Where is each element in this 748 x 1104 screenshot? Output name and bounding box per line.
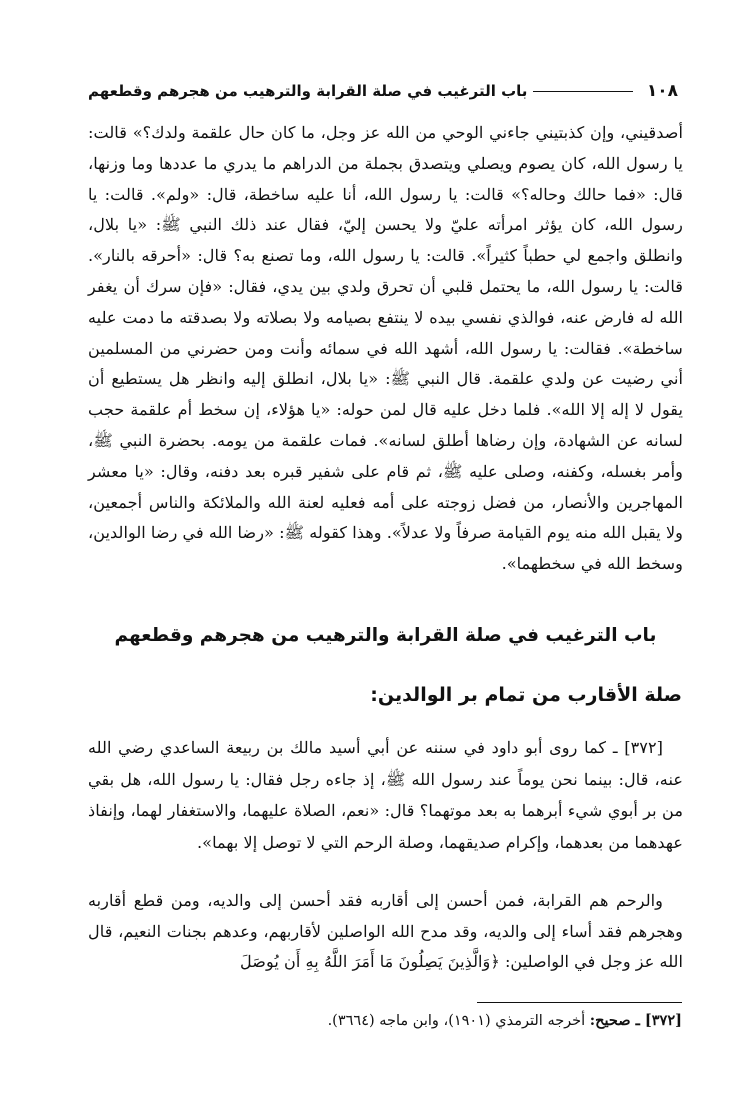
chapter-title: باب الترغيب في صلة القرابة والترهيب من هجرهم وقطعهم	[114, 625, 657, 646]
footnote-rule	[477, 1002, 682, 1003]
page-number: ١٠٨	[646, 81, 678, 101]
page-header	[88, 78, 678, 104]
hadith-continuation-paragraph: أصدقيني، وإن كذبتيني جاءني الوحي من الله عز وجل، ما كان حال علقمة ولدك؟» قالت: يا رسول الله، كان يصوم ويصلي ويتصدق بجملة من الدراهم ما يدري ما عددها وما وزنها، قال: «فما حالك وحاله؟» قالت: يا رسول الله، أنا عليه ساخطة، قال: «ولم». قالت: يا رسول الله، كان يؤثر امرأته عليّ ولا يحسن إليّ، فقال عند ذلك النبي ﷺ: «يا بلال، وانطلق واجمع لي حطباً كثيراً». قالت: يا رسول الله، وما تصنع به؟ قال: «أحرقه بالنار». قالت: يا رسول الله، ما يحتمل قلبي أن تحرق ولدي بين يدي، فقال: «فإن سرك أن يغفر الله له فارض عنه، فوالذي نفسي بيده لا ينتفع بصيامه ولا بصلاته ولا بصدقته ما دمت عليه ساخطة». فقالت: يا رسول الله، أشهد الله في سمائه وأنت ومن حضرني من المسلمين أني رضيت عن ولدي علقمة. قال النبي ﷺ: «يا بلال، انطلق إليه وانظر هل يستطيع أن يقول لا إله إلا الله». فلما دخل عليه قال لمن حوله: «يا هؤلاء، إن سخط أم علقمة حجب لسانه عن الشهادة، وإن رضاها أطلق لسانه». فمات علقمة من يومه. بحضرة النبي ﷺ، وأمر بغسله، وكفنه، وصلى عليه ﷺ، ثم قام على شفير قبره بعد دفنه، وقال: «يا معشر المهاجرين والأنصار، من فضل زوجته على أمه فعليه لعنة الله والملائكة والناس أجمعين، ولا يقبل الله منه يوم القيامة صرفاً ولا عدلاً». وهذا كقوله ﷺ: «رضا الله في رضا الوالدين، وسخط الله في سخطهما».	[87, 123, 683, 574]
commentary-paragraph: والرحم هم القرابة، فمن أحسن إلى أقاربه فقد أحسن إلى والديه، ومن قطع أقاربه وهجرهم فقد أساء إلى والديه، وقد مدح الله الواصلين لأقاربهم، وعدهم بجنات النعيم، قال الله عز وجل في الواصلين: ﴿وَالَّذِينَ يَصِلُونَ مَا أَمَرَ اللَّهُ بِهِ أَن يُوصَلَ	[88, 891, 683, 971]
footnote	[328, 1012, 682, 1029]
footnote-text: أخرجه الترمذي (١٩٠١)، وابن ماجه (٣٦٦٤).	[327, 1013, 586, 1029]
footnote-label: [٣٧٢] ـ صحيح:	[589, 1012, 682, 1029]
hadith-372-paragraph: [٣٧٢] ـ كما روى أبو داود في سننه عن أبي أسيد مالك بن ربيعة الساعدي رضي الله عنه، قال: بينما نحن يوماً عند رسول الله ﷺ، إذ جاءه رجل فقال: يا رسول الله، هل بقي من بر أبوي شيء أبرهما به بعد موتهما؟ قال: «نعم، الصلاة عليهما، والاستغفار لهما، وإنفاذ عهدهما من بعدهما، وإكرام صديقهما، وصلة الرحم التي لا توصل إلا بهما».	[88, 738, 683, 852]
header-rule	[533, 91, 632, 92]
section-subheading: صلة الأقارب من تمام بر الوالدين:	[370, 684, 682, 706]
running-title: باب الترغيب في صلة القرابة والترهيب من هجرهم وقطعهم	[88, 82, 528, 100]
